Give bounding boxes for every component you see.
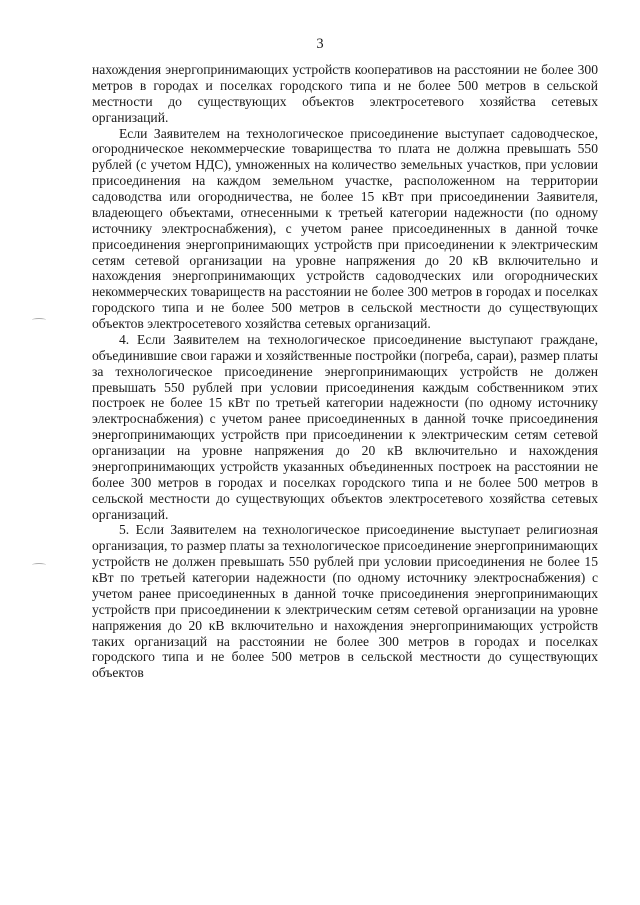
- scan-artifact-mark: [32, 563, 46, 567]
- document-body: [92, 62, 598, 681]
- page-number: 3: [316, 36, 324, 52]
- paragraph-gardening-partnerships: Если Заявителем на технологическое присоединение выступает садоводческое, огородническое некоммерческие товарищества то плата не должна превышать 550 рублей (с учетом НДС), умноженных на количество земельных участков, при условии присоединения на каждом земельном участке, расположенном на территории садоводства или огородничества, не более 15 кВт при присоединении Заявителя, владеющего объектами, отнесенными к третьей категории надежности (по одному источнику электроснабжения), с учетом ранее присоединенных в данной точке присоединения энергопринимающих устройств при присоединении к электрическим сетям сетевой организации на уровне напряжения до 20 кВ включительно и нахождения энергопринимающих устройств садоводческих или огороднических некоммерческих товариществ на расстоянии не более 300 метров в городах и поселках городского типа и не более 500 метров в сельской местности до существующих объектов электросетевого хозяйства сетевых организаций.: [92, 125, 598, 331]
- paragraph-5-religious: 5. Если Заявителем на технологическое присоединение выступает религиозная организация, то размер платы за технологическое присоединение энергопринимающих устройств не должен превышать 550 рублей при условии присоединения не более 15 кВт по третьей категории надежности (по одному источнику электроснабжения) с учетом ранее присоединенных в данной точке присоединения энергопринимающих устройств при присоединении к электрическим сетям сетевой организации на уровне напряжения до 20 кВ включительно и нахождения энергопринимающих устройств таких организаций на расстоянии не более 300 метров в городах и поселках городского типа и не более 500 метров в сельской местности до существующих объектов: [92, 522, 598, 681]
- paragraph-continuation: нахождения энергопринимающих устройств кооперативов на расстоянии не более 300 метров в городах и поселках городского типа и не более 500 метров в сельской местности до существующих объектов электросетевого хозяйства сетевых организаций.: [92, 62, 598, 125]
- scan-artifact-mark: [32, 318, 46, 322]
- paragraph-4-garages: 4. Если Заявителем на технологическое присоединение выступают граждане, объединившие свои гаражи и хозяйственные постройки (погреба, сараи), размер платы за технологическое присоединение энергопринимающих устройств не должен превышать 550 рублей при условии присоединения каждым собственником этих построек не более 15 кВт по третьей категории надежности (по одному источнику электроснабжения) с учетом ранее присоединенных в данной точке присоединения энергопринимающих устройств при присоединении к электрическим сетям сетевой организации на уровне напряжения до 20 кВ включительно и нахождения энергопринимающих устройств указанных объединенных построек на расстоянии не более 300 метров в городах и поселках городского типа и не более 500 метров в сельской местности до существующих объектов электросетевого хозяйства сетевых организаций.: [92, 331, 598, 522]
